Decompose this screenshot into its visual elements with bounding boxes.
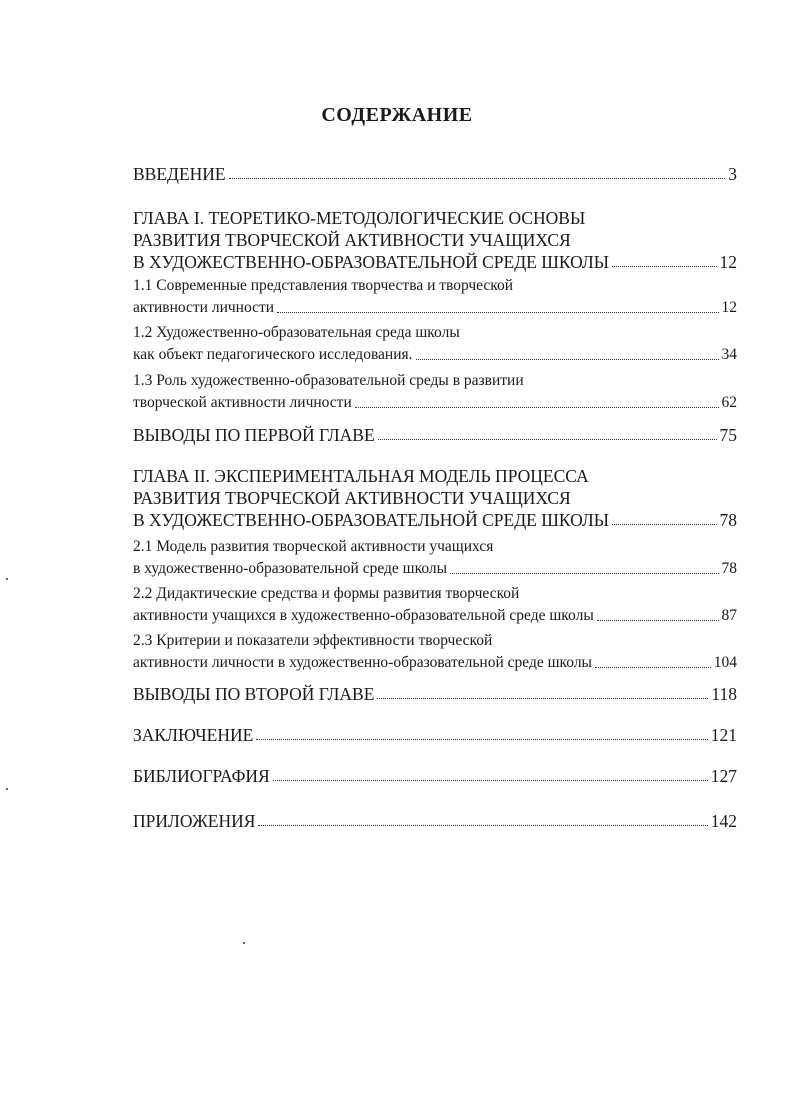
toc-page-number: 62 [721, 394, 737, 411]
dot-leader [612, 524, 717, 525]
toc-entry-text: как объект педагогического исследования. [133, 346, 413, 363]
toc-entry-appendices[interactable] [133, 810, 737, 832]
toc-entry-chapter-2[interactable] [133, 465, 737, 531]
dot-leader [612, 266, 717, 267]
dot-leader [450, 573, 718, 574]
dot-leader [377, 698, 708, 699]
toc-entry-text: 2.2 Дидактические средства и формы развития творческой [133, 585, 520, 602]
toc-entry-text: ВЫВОДЫ ПО ВТОРОЙ ГЛАВЕ [133, 684, 375, 704]
toc-page-number: 34 [721, 346, 737, 363]
toc-entry-text: 2.3 Критерии и показатели эффективности творческой [133, 632, 493, 649]
toc-entry-text: ПРИЛОЖЕНИЯ [133, 811, 256, 831]
toc-page-number: 118 [711, 684, 737, 704]
toc-entry-section-1-2[interactable] [133, 322, 737, 366]
toc-entry-text: ВЫВОДЫ ПО ПЕРВОЙ ГЛАВЕ [133, 425, 375, 445]
toc-entry-text: 1.3 Роль художественно-образовательной среды в развитии [133, 372, 524, 389]
toc-entry-introduction[interactable] [133, 163, 737, 185]
toc-page-number: 142 [710, 811, 737, 831]
dot-leader [378, 439, 717, 440]
toc-entry-text: активности учащихся в художественно-образовательной среде школы [133, 607, 594, 624]
dot-leader [256, 739, 707, 740]
scan-speck [6, 578, 8, 580]
toc-entry-text: 2.1 Модель развития творческой активности учащихся [133, 538, 494, 555]
toc-entry-text: 1.1 Современные представления творчества и творческой [133, 277, 514, 294]
toc-page-number: 121 [710, 725, 737, 745]
toc-entry-text: ЗАКЛЮЧЕНИЕ [133, 725, 254, 745]
toc-entry-conclusion[interactable] [133, 724, 737, 746]
toc-entry-text: РАЗВИТИЯ ТВОРЧЕСКОЙ АКТИВНОСТИ УЧАЩИХСЯ [133, 230, 571, 250]
dot-leader [229, 178, 726, 179]
toc-entry-chapter-1[interactable] [133, 207, 737, 273]
toc-entry-bibliography[interactable] [133, 765, 737, 787]
toc-entry-text: БИБЛИОГРАФИЯ [133, 766, 270, 786]
dot-leader [595, 667, 711, 668]
scan-speck [243, 942, 245, 944]
dot-leader [277, 312, 718, 313]
scan-speck [6, 788, 8, 790]
toc-page-number: 12 [719, 252, 737, 272]
toc-entry-section-1-1[interactable] [133, 275, 737, 319]
toc-entry-text: ВВЕДЕНИЕ [133, 164, 226, 184]
toc-page-number: 104 [713, 654, 737, 671]
toc-entry-text: ГЛАВА I. ТЕОРЕТИКО-МЕТОДОЛОГИЧЕСКИЕ ОСНОВЫ [133, 208, 586, 228]
toc-page-number: 87 [721, 607, 737, 624]
toc-page-number: 127 [710, 766, 737, 786]
toc-page-number: 78 [721, 560, 737, 577]
toc-page-number: 3 [728, 164, 737, 184]
toc-page-number: 78 [719, 510, 737, 530]
toc-entry-section-1-3[interactable] [133, 370, 737, 414]
toc-entry-text: В ХУДОЖЕСТВЕННО-ОБРАЗОВАТЕЛЬНОЙ СРЕДЕ ШКОЛЫ [133, 510, 609, 530]
toc-entry-conclusions-chapter-1[interactable] [133, 424, 737, 446]
toc-entry-text: 1.2 Художественно-образовательная среда школы [133, 324, 460, 341]
toc-entry-text: ГЛАВА II. ЭКСПЕРИМЕНТАЛЬНАЯ МОДЕЛЬ ПРОЦЕССА [133, 466, 589, 486]
toc-entry-text: В ХУДОЖЕСТВЕННО-ОБРАЗОВАТЕЛЬНОЙ СРЕДЕ ШКОЛЫ [133, 252, 609, 272]
toc-entry-text: РАЗВИТИЯ ТВОРЧЕСКОЙ АКТИВНОСТИ УЧАЩИХСЯ [133, 488, 571, 508]
dot-leader [416, 359, 719, 360]
toc-entry-text: в художественно-образовательной среде школы [133, 560, 448, 577]
dot-leader [258, 825, 707, 826]
toc-page-number: 75 [719, 425, 737, 445]
toc-entry-section-2-1[interactable] [133, 536, 737, 580]
page-title: СОДЕРЖАНИЕ [321, 104, 473, 126]
toc-entry-text: активности личности в художественно-образовательной среде школы [133, 654, 592, 671]
toc-entry-text: творческой активности личности [133, 394, 352, 411]
toc-entry-section-2-2[interactable] [133, 583, 737, 627]
dot-leader [273, 780, 708, 781]
toc-entry-conclusions-chapter-2[interactable] [133, 683, 737, 705]
dot-leader [355, 407, 719, 408]
dot-leader [597, 620, 719, 621]
toc-page-number: 12 [721, 299, 737, 316]
toc-entry-section-2-3[interactable] [133, 630, 737, 674]
toc-entry-text: активности личности [133, 299, 275, 316]
